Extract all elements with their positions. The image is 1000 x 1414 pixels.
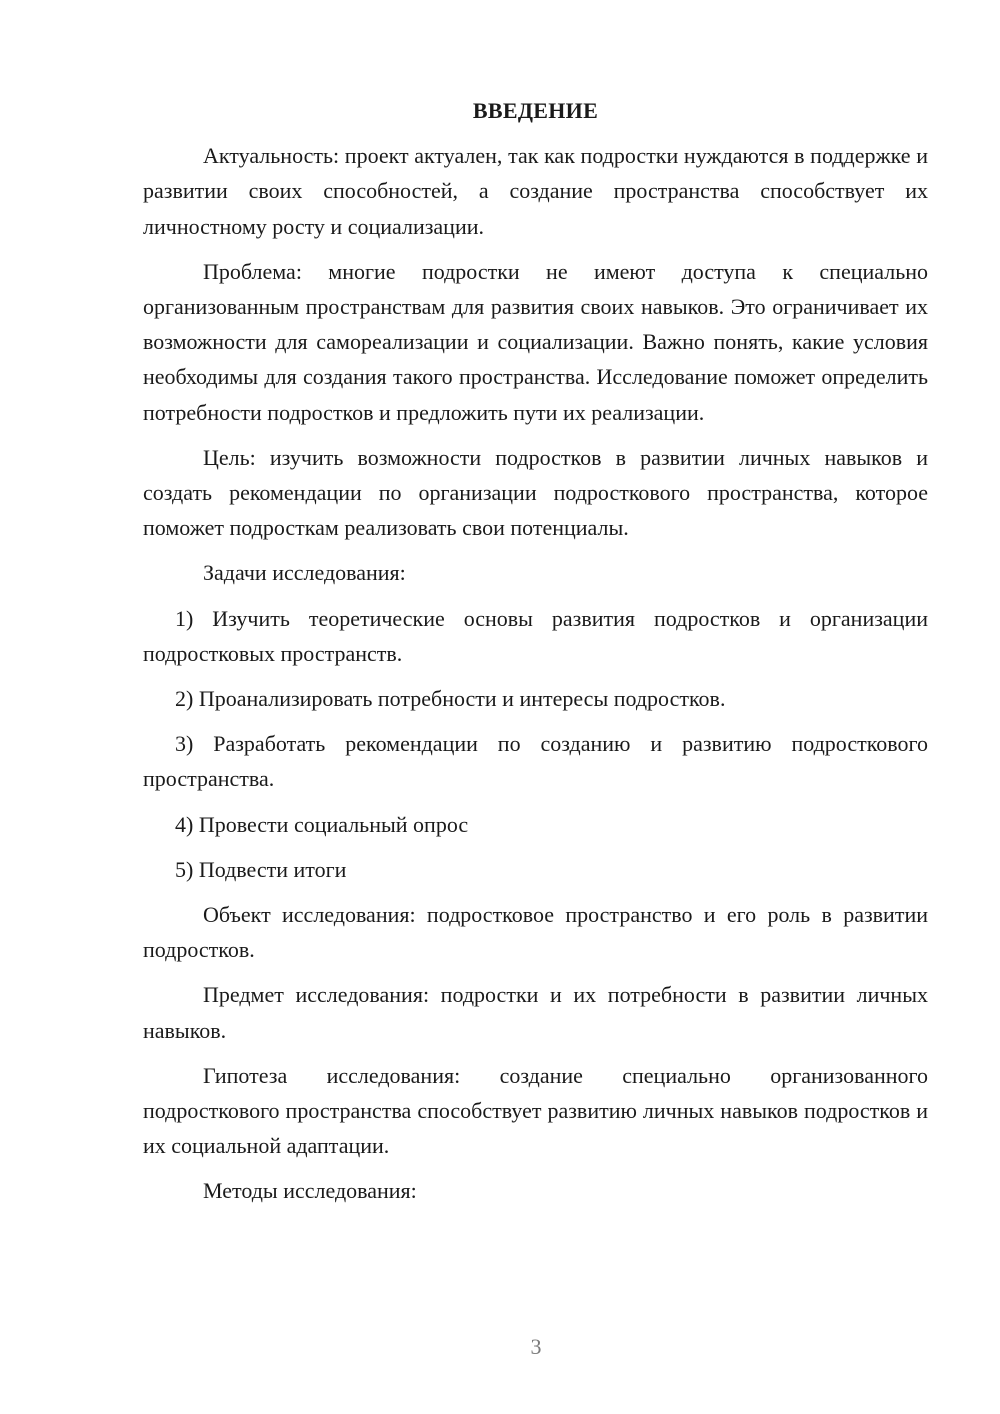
task-item-3: 3) Разработать рекомендации по созданию и развитию подросткового пространства. [143,731,928,792]
page-content [143,93,928,1219]
tasks-heading: Задачи исследования: [203,560,406,586]
problem-paragraph: Проблема: многие подростки не имеют доступа к специально организованным пространствам для развития своих навыков. Это ограничивает их возможности для самореализации и социализации. Важно понять, какие условия необходимы для создания такого пространства. Исследование поможет определить потребности подростков и предложить пути их реализации. [143,258,928,425]
task-item-2: 2) Проанализировать потребности и интересы подростков. [175,686,726,712]
relevance-paragraph: Актуальность: проект актуален, так как подростки нуждаются в поддержке и развитии своих способностей, а создание пространства способствует их личностному росту и социализации. [143,143,928,239]
task-item-1: 1) Изучить теоретические основы развития подростков и организации подростковых пространств. [143,605,928,666]
subject-paragraph: Предмет исследования: подростки и их потребности в развитии личных навыков. [143,982,928,1043]
task-item-4: 4) Провести социальный опрос [175,811,469,837]
hypothesis-paragraph: Гипотеза исследования: создание специально организованного подросткового пространства способствует развитию личных навыков подростков и их социальной адаптации. [143,1062,928,1159]
methods-heading: Методы исследования: [203,1178,417,1204]
object-paragraph: Объект исследования: подростковое пространство и его роль в развитии подростков. [143,902,928,963]
page-number: 3 [530,1334,542,1359]
page-title: ВВЕДЕНИЕ [472,98,599,123]
task-item-5: 5) Подвести итоги [175,856,347,882]
goal-paragraph: Цель: изучить возможности подростков в развитии личных навыков и создать рекомендации по организации подросткового пространства, которое поможет подросткам реализовать свои потенциалы. [143,444,928,541]
